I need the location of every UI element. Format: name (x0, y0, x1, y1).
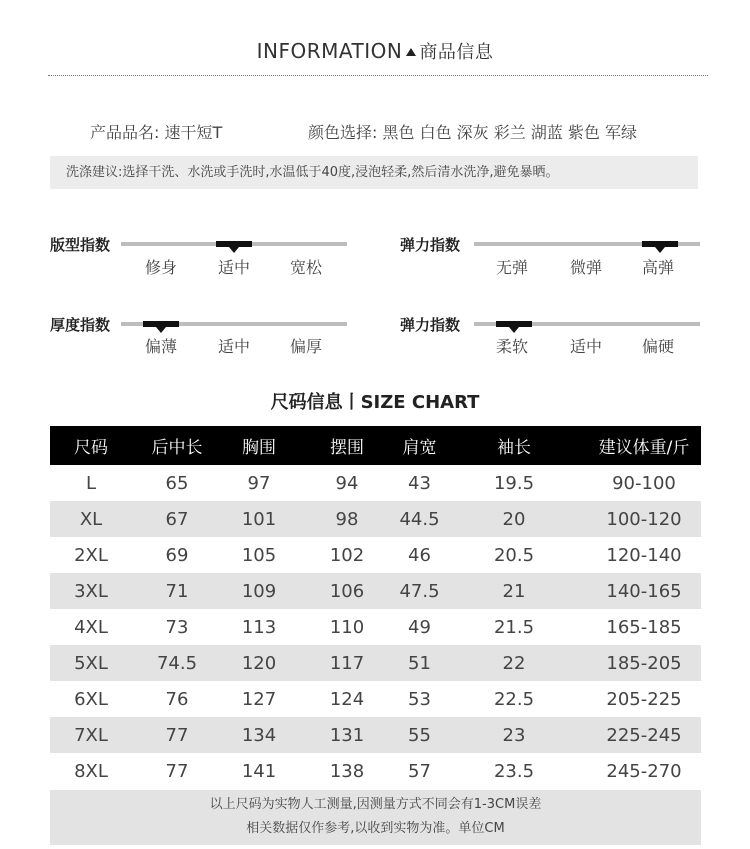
softness-option-1: 柔软 (496, 337, 529, 356)
cell-weight: 205-225 (606, 688, 682, 710)
cell-sleeve: 23 (441, 717, 587, 753)
cell-weight: 245-270 (606, 760, 682, 782)
cell-chest: 134 (222, 717, 296, 753)
cell-back-length: 71 (132, 573, 222, 609)
cell-shoulder: 57 (408, 760, 431, 782)
cell-shoulder: 53 (408, 688, 431, 710)
table-row (50, 717, 701, 753)
elastic-option-3: 高弹 (642, 258, 675, 277)
cell-hem: 106 (296, 573, 398, 609)
thickness-index-marker (143, 321, 179, 327)
product-name-value: 速干短T (164, 123, 223, 142)
cell-chest: 101 (222, 501, 296, 537)
size-chart-note (50, 790, 701, 845)
header-shoulder: 肩宽 (398, 426, 441, 465)
cell-sleeve: 21.5 (493, 616, 535, 638)
table-row (50, 501, 701, 537)
cell-weight: 185-205 (587, 645, 701, 681)
note-line-2: 相关数据仅作参考,以收到实物为准。单位CM (246, 821, 505, 836)
cell-size: 8XL (74, 760, 108, 782)
color-label: 颜色选择: (308, 123, 378, 142)
cell-back-length: 76 (165, 688, 189, 710)
cell-sleeve: 22.5 (493, 688, 535, 710)
table-row (50, 753, 701, 789)
size-chart-table (50, 426, 701, 789)
cell-weight: 90-100 (612, 472, 676, 494)
cell-size: XL (50, 501, 132, 537)
dotted-divider (48, 75, 708, 76)
cell-size: L (85, 472, 97, 494)
cell-shoulder: 51 (398, 645, 441, 681)
thickness-index-label: 厚度指数 (50, 316, 111, 334)
cell-weight: 120-140 (606, 544, 682, 566)
fit-index-label: 版型指数 (50, 236, 111, 254)
title-en: INFORMATION (256, 39, 403, 63)
table-row (50, 537, 701, 573)
header-chest: 胸围 (222, 426, 296, 465)
cell-size: 4XL (74, 616, 108, 638)
cell-sleeve: 19.5 (493, 472, 535, 494)
cell-sleeve: 22 (441, 645, 587, 681)
cell-size: 2XL (74, 544, 108, 566)
cell-back-length: 69 (165, 544, 189, 566)
cell-weight: 140-165 (587, 573, 701, 609)
cell-weight: 100-120 (587, 501, 701, 537)
size-chart-header-row (50, 426, 701, 465)
cell-hem: 110 (329, 616, 365, 638)
cell-chest: 109 (222, 573, 296, 609)
care-instructions: 洗涤建议:选择干洗、水洗或手洗时,水温低于40度,浸泡轻柔,然后清水洗净,避免暴晒。 (50, 156, 698, 189)
softness-index-label: 弹力指数 (400, 316, 461, 334)
size-chart-title: 尺码信息丨SIZE CHART (270, 392, 480, 413)
cell-weight: 225-245 (587, 717, 701, 753)
header-weight: 建议体重/斤 (587, 426, 701, 465)
triangle-up-icon (406, 48, 416, 56)
color-row (308, 120, 637, 143)
title-cn: 商品信息 (419, 42, 494, 63)
softness-option-3: 偏硬 (642, 337, 675, 356)
table-row (50, 681, 701, 717)
header-back-length: 后中长 (132, 426, 222, 465)
cell-chest: 120 (222, 645, 296, 681)
cell-shoulder: 43 (408, 472, 431, 494)
cell-sleeve: 21 (441, 573, 587, 609)
cell-shoulder: 46 (408, 544, 431, 566)
softness-option-2: 适中 (570, 337, 603, 356)
table-row (50, 573, 701, 609)
cell-chest: 113 (241, 616, 277, 638)
cell-back-length: 65 (165, 472, 189, 494)
elastic-index-label: 弹力指数 (400, 236, 461, 254)
note-line-1: 以上尺码为实物人工测量,因测量方式不同会有1-3CM误差 (209, 797, 542, 812)
cell-size: 5XL (50, 645, 132, 681)
cell-hem: 124 (329, 688, 365, 710)
cell-size: 3XL (50, 573, 132, 609)
color-values: 黑色 白色 深灰 彩兰 湖蓝 紫色 军绿 (382, 123, 638, 142)
fit-option-2: 适中 (218, 258, 251, 277)
cell-hem: 117 (296, 645, 398, 681)
table-row (50, 645, 701, 681)
header-hem: 摆围 (296, 426, 398, 465)
cell-back-length: 77 (132, 717, 222, 753)
cell-shoulder: 47.5 (398, 573, 441, 609)
table-row (50, 609, 701, 645)
thickness-option-3: 偏厚 (290, 337, 323, 356)
header-size: 尺码 (50, 426, 132, 465)
thickness-option-1: 偏薄 (145, 337, 178, 356)
fit-option-1: 修身 (145, 258, 178, 277)
cell-chest: 127 (241, 688, 277, 710)
table-row (50, 465, 701, 501)
cell-back-length: 73 (165, 616, 189, 638)
cell-chest: 105 (241, 544, 277, 566)
fit-option-3: 宽松 (290, 258, 323, 277)
cell-sleeve: 20.5 (493, 544, 535, 566)
cell-hem: 98 (296, 501, 398, 537)
cell-shoulder: 49 (408, 616, 431, 638)
product-name-label: 产品品名: (90, 123, 160, 142)
cell-back-length: 67 (132, 501, 222, 537)
cell-size: 7XL (50, 717, 132, 753)
cell-back-length: 74.5 (132, 645, 222, 681)
header-sleeve: 袖长 (441, 426, 587, 465)
cell-chest: 141 (241, 760, 277, 782)
cell-shoulder: 55 (398, 717, 441, 753)
cell-sleeve: 23.5 (493, 760, 535, 782)
cell-back-length: 77 (165, 760, 189, 782)
elastic-option-2: 微弹 (570, 258, 603, 277)
cell-shoulder: 44.5 (398, 501, 441, 537)
cell-hem: 131 (296, 717, 398, 753)
cell-weight: 165-185 (606, 616, 682, 638)
cell-hem: 138 (329, 760, 365, 782)
product-name-row (90, 120, 222, 143)
cell-sleeve: 20 (441, 501, 587, 537)
information-title (0, 38, 750, 64)
fit-index-marker (216, 241, 252, 247)
cell-size: 6XL (74, 688, 108, 710)
cell-hem: 102 (329, 544, 365, 566)
elastic-index-marker (642, 241, 678, 247)
elastic-option-1: 无弹 (496, 258, 529, 277)
thickness-option-2: 适中 (218, 337, 251, 356)
cell-chest: 97 (247, 472, 271, 494)
softness-index-marker (496, 321, 532, 327)
cell-hem: 94 (335, 472, 359, 494)
